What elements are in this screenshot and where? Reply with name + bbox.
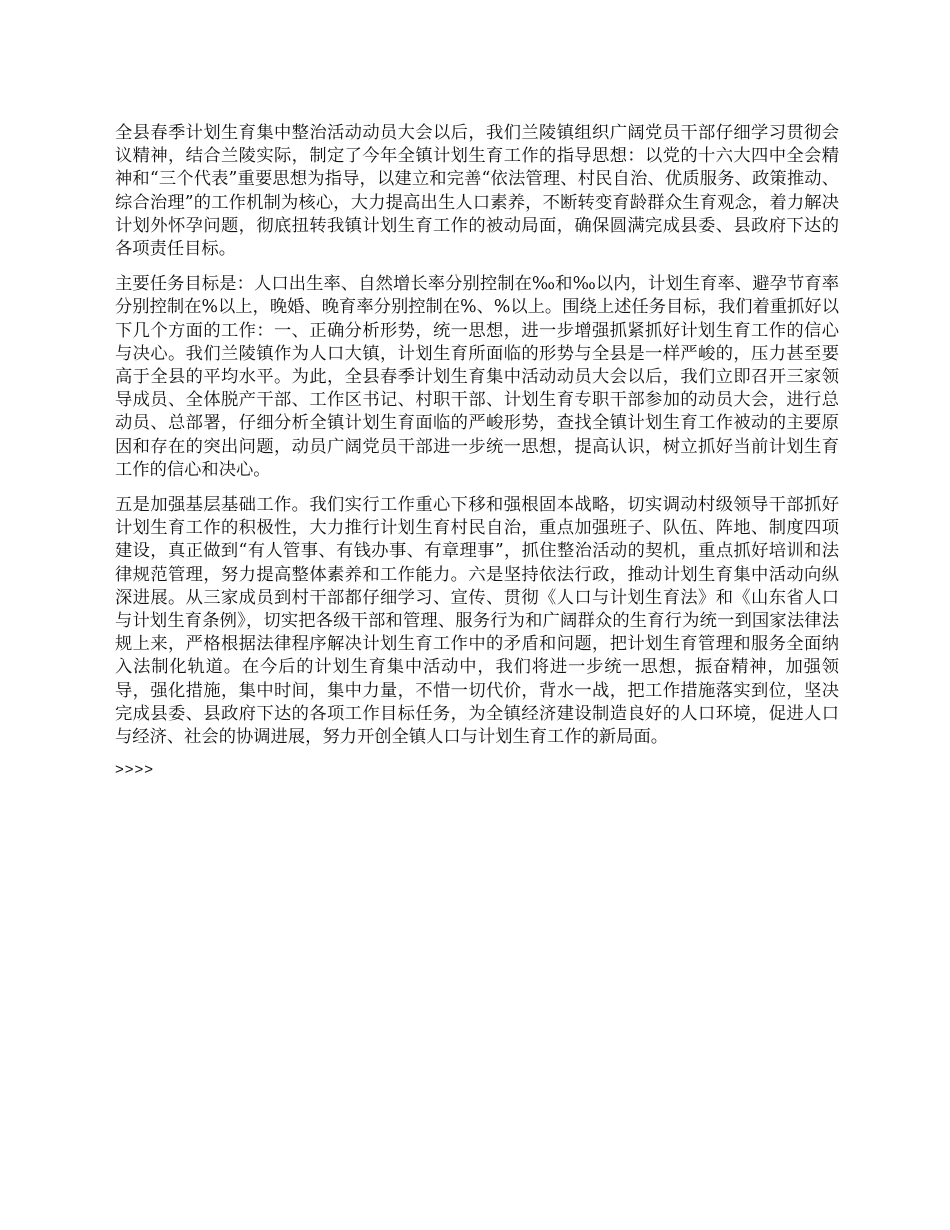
paragraph-guiding-thought: 全县春季计划生育集中整治活动动员大会以后，我们兰陵镇组织广阔党员干部仔细学习贯彻会议精神，结合兰陵实际，制定了今年全镇计划生育工作的指导思想：以党的十六大四中全会精神和“三个代表”重要思想为指导，以建立和完善“依法管理、村民自治、优质服务、政策推动、综合治理”的工作机制为核心，大力提高出生人口素养，不断转变育龄群众生育观念，着力解决计划外怀孕问题，彻底扭转我镇计划生育工作的被动局面，确保圆满完成县委、县政府下达的各项责任目标。 bbox=[115, 123, 839, 260]
paragraph-main-targets: 主要任务目标是：人口出生率、自然增长率分别控制在‰和‰以内，计划生育率、避孕节育率分别控制在%以上，晚婚、晚育率分别控制在%、%以上。围绕上述任务目标，我们着重抓好以下几个方面的工作：一、正确分析形势，统一思想，进一步增强抓紧抓好计划生育工作的信心与决心。我们兰陵镇作为人口大镇，计划生育所面临的形势与全县是一样严峻的，压力甚至要高于全县的平均水平。为此，全县春季计划生育集中活动动员大会以后，我们立即召开三家领导成员、全体脱产干部、工作区书记、村职干部、计划生育专职干部参加的动员大会，进行总动员、总部署，仔细分析全镇计划生育面临的严峻形势，查找全镇计划生育工作被动的主要原因和存在的突出问题，动员广阔党员干部进一步统一思想，提高认识，树立抓好当前计划生育工作的信心和决心。 bbox=[115, 274, 839, 480]
more-marker: >>>> bbox=[115, 761, 155, 779]
document-body bbox=[115, 122, 839, 778]
paragraph-grassroots-work: 五是加强基层基础工作。我们实行工作重心下移和强根固本战略，切实调动村级领导干部抓好计划生育工作的积极性，大力推行计划生育村民自治，重点加强班子、队伍、阵地、制度四项建设，真正做到“有人管事、有钱办事、有章理事”，抓住整治活动的契机，重点抓好培训和法律规范管理，努力提高整体素养和工作能力。六是坚持依法行政，推动计划生育集中活动向纵深进展。从三家成员到村干部都仔细学习、宣传、贯彻《人口与计划生育法》和《山东省人口与计划生育条例》，切实把各级干部和管理、服务行为和广阔群众的生育行为统一到国家法律法规上来，严格根据法律程序解决计划生育工作中的矛盾和问题，把计划生育管理和服务全面纳入法制化轨道。在今后的计划生育集中活动中，我们将进一步统一思想，振奋精神，加强领导，强化措施，集中时间，集中力量，不惜一切代价，背水一战，把工作措施落实到位，坚决完成县委、县政府下达的各项工作目标任务，为全镇经济建设制造良好的人口环境，促进人口与经济、社会的协调进展，努力开创全镇人口与计划生育工作的新局面。 bbox=[115, 495, 839, 748]
